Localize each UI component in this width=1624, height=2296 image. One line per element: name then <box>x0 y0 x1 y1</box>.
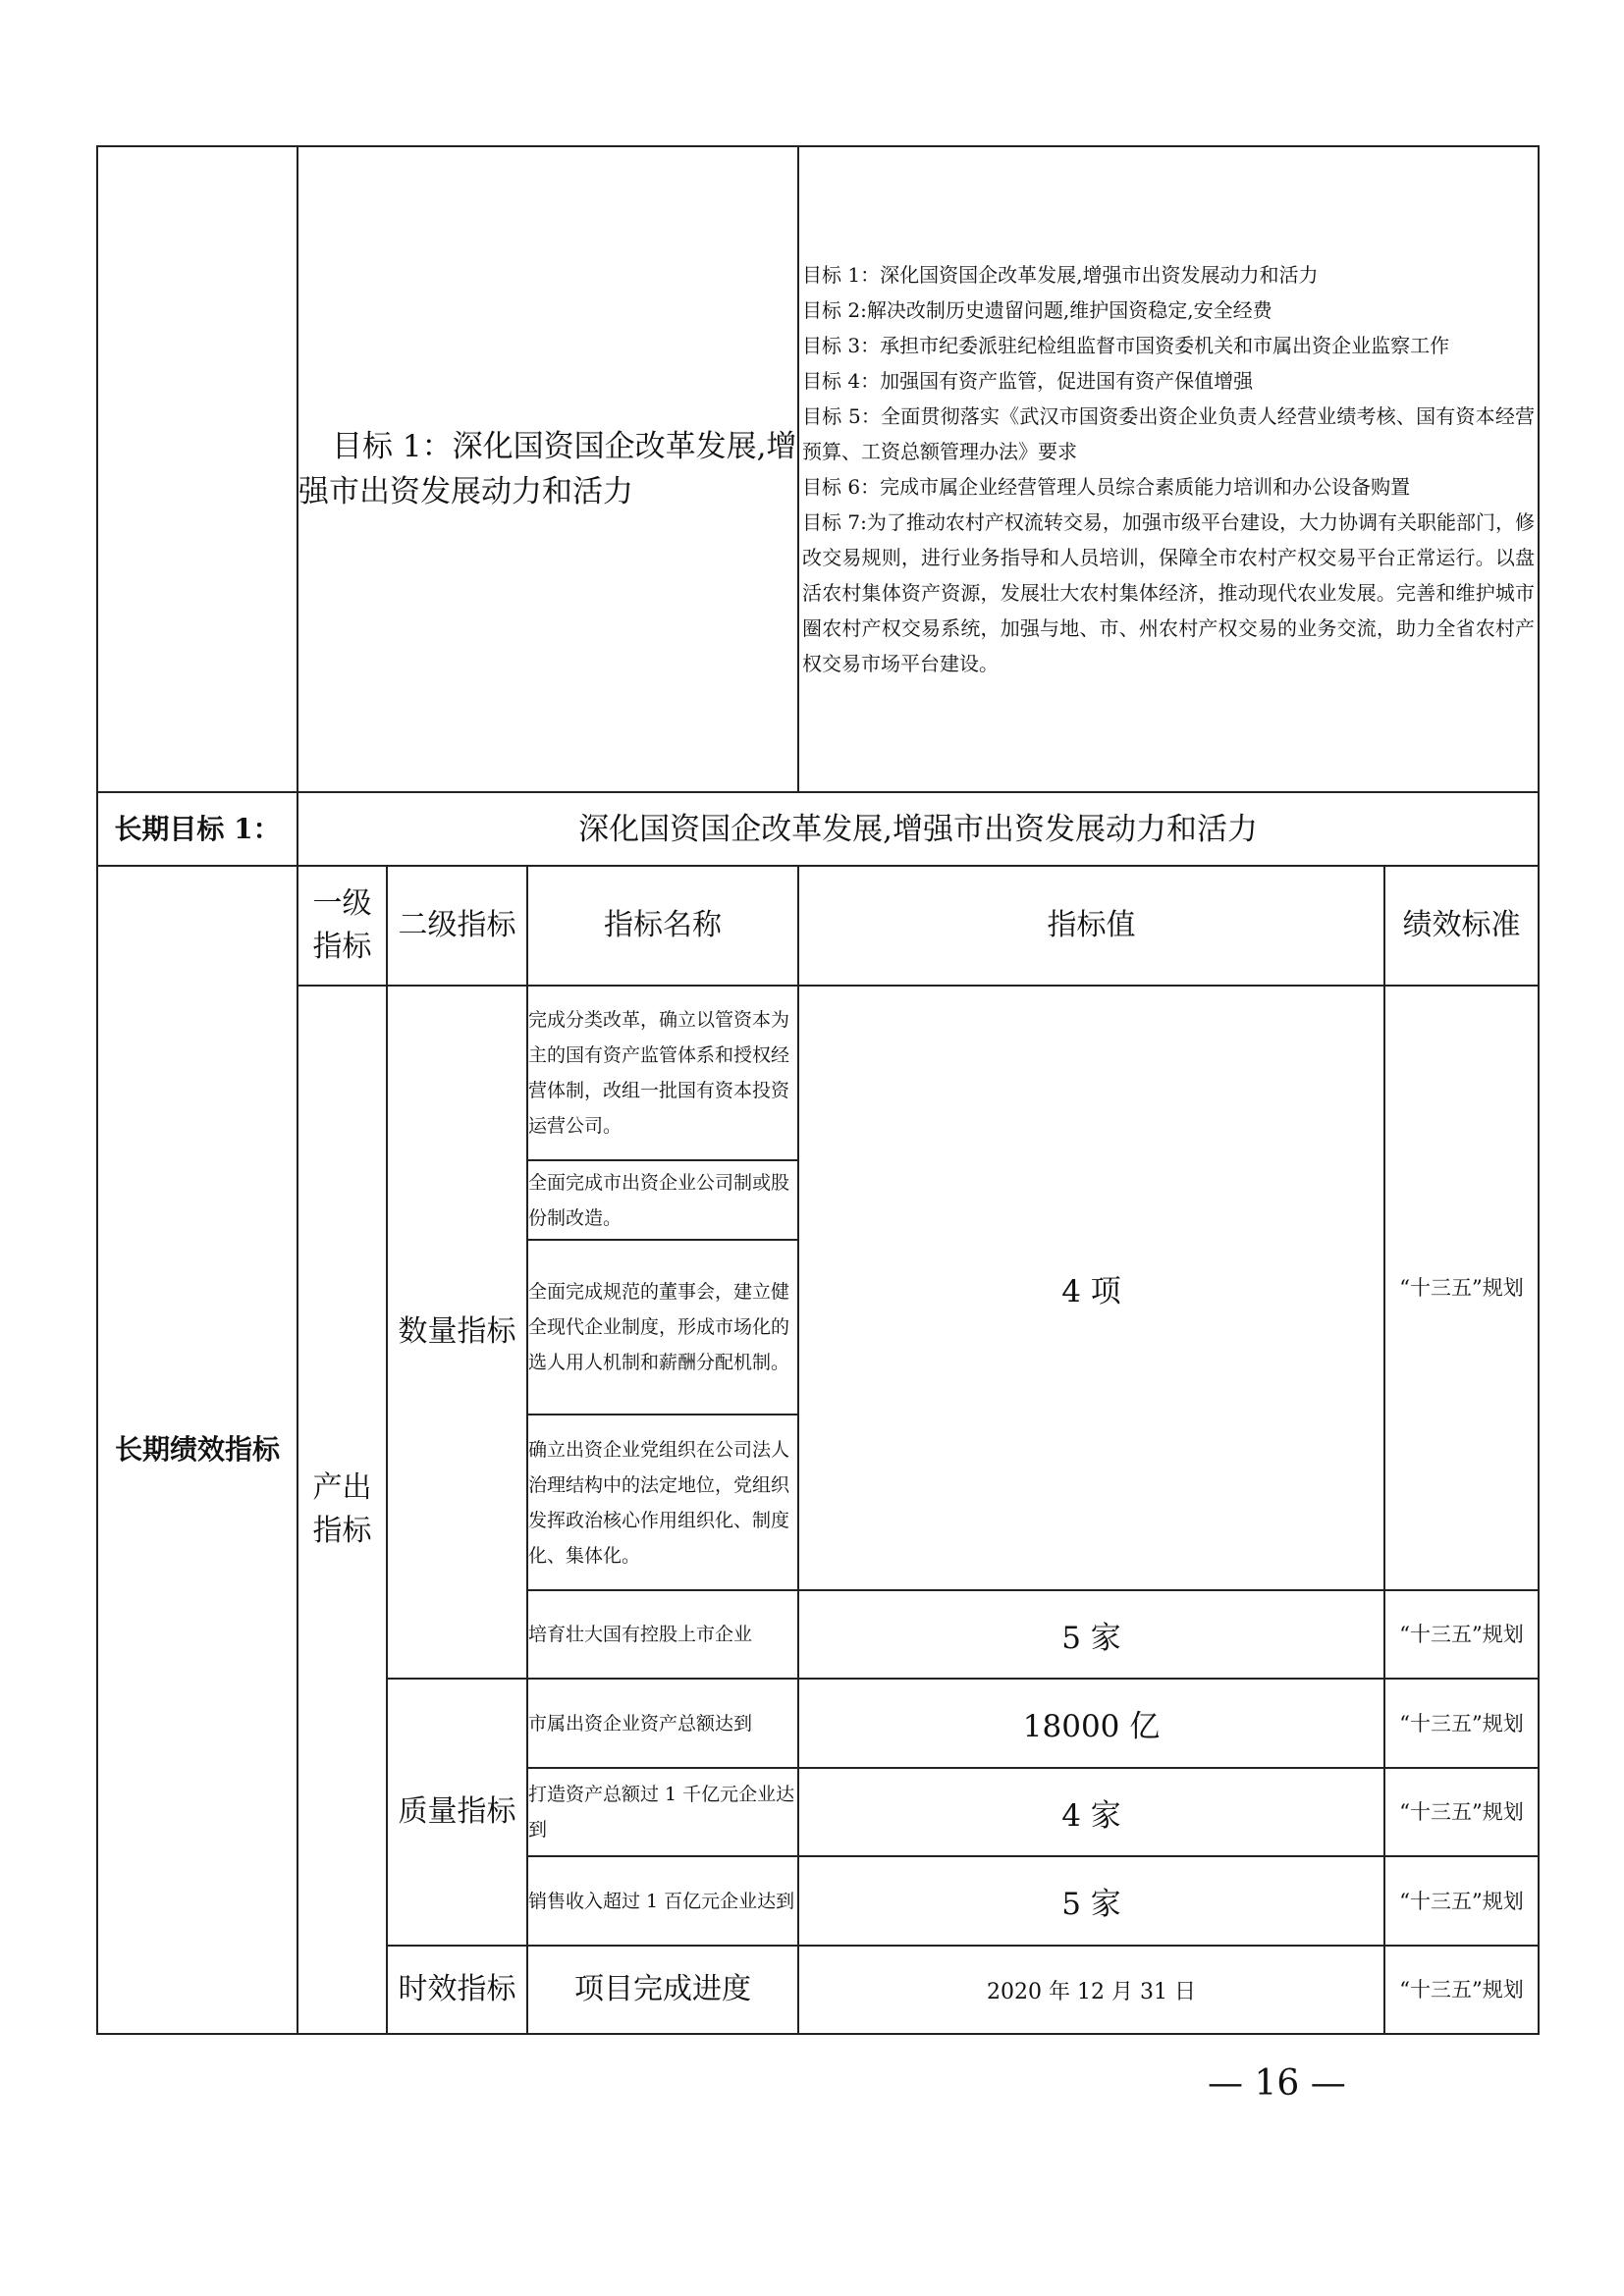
quality-item-1: 市属出资企业资产总额达到 <box>527 1679 798 1768</box>
quality-item-2: 打造资产总额过 1 千亿元企业达到 <box>527 1768 798 1856</box>
goal-item-6: 目标 6：完成市属企业经营管理人员综合素质能力培训和办公设备购置 <box>802 475 1411 499</box>
goal-item-7: 目标 7:为了推动农村产权流转交易，加强市级平台建设，大力协调有关职能部门，修改交易规则，进行业务指导和人员培训，保障全市农村产权交易平台正常运行。以盘活农村集体资产资源，发展壮大农村集体经济，推动现代农业发展。完善和维护城市圈农村产权交易系统，加强与地、市、州农村产权交易的业务交流，助力全省农村产权交易市场平台建设。 <box>802 510 1536 675</box>
header-level1: 一级指标 <box>298 866 387 986</box>
quantity-group-value: 4 项 <box>798 986 1384 1590</box>
long-term-goal-label: 长期目标 1： <box>97 792 298 866</box>
quantity-group-standard: “十三五”规划 <box>1384 986 1539 1590</box>
timeliness-name: 项目完成进度 <box>527 1946 798 2034</box>
header-level2: 二级指标 <box>387 866 527 986</box>
quality-item-3: 销售收入超过 1 百亿元企业达到 <box>527 1856 798 1946</box>
level1-output-label: 产出指标 <box>298 986 387 2034</box>
quantity-item-1: 完成分类改革，确立以管资本为主的国有资产监管体系和授权经营体制，改组一批国有资本投资运营公司。 <box>527 986 798 1160</box>
header-name: 指标名称 <box>527 866 798 986</box>
quality-item-3-standard: “十三五”规划 <box>1384 1856 1539 1946</box>
quality-item-2-standard: “十三五”规划 <box>1384 1768 1539 1856</box>
quality-label: 质量指标 <box>387 1679 527 1946</box>
goal-item-5: 目标 5：全面贯彻落实《武汉市国资委出资企业负责人经营业绩考核、国有资本经营预算、工资总额管理办法》要求 <box>802 404 1536 463</box>
long-term-indicator-label: 长期绩效指标 <box>97 866 298 2034</box>
blank-cell <box>97 146 298 792</box>
quantity-item-5-standard: “十三五”规划 <box>1384 1590 1539 1679</box>
quality-item-3-value: 5 家 <box>798 1856 1384 1946</box>
quantity-item-5: 培育壮大国有控股上市企业 <box>527 1590 798 1679</box>
quantity-item-4: 确立出资企业党组织在公司法人治理结构中的法定地位，党组织发挥政治核心作用组织化、制度化、集体化。 <box>527 1415 798 1590</box>
quantity-label: 数量指标 <box>387 986 527 1679</box>
quantity-item-5-value: 5 家 <box>798 1590 1384 1679</box>
timeliness-value: 2020 年 12 月 31 日 <box>798 1946 1384 2034</box>
quality-item-1-standard: “十三五”规划 <box>1384 1679 1539 1768</box>
goal-summary: 目标 1：深化国资国企改革发展,增强市出资发展动力和活力 <box>298 146 798 792</box>
quality-item-2-value: 4 家 <box>798 1768 1384 1856</box>
long-term-goal-value: 深化国资国企改革发展,增强市出资发展动力和活力 <box>298 792 1539 866</box>
goal-item-2: 目标 2:解决改制历史遗留问题,维护国资稳定,安全经费 <box>802 298 1272 322</box>
quantity-item-3: 全面完成规范的董事会，建立健全现代企业制度，形成市场化的选人用人机制和薪酬分配机制。 <box>527 1240 798 1415</box>
page-number: — 16 — <box>1208 2063 1346 2104</box>
goal-item-3: 目标 3：承担市纪委派驻纪检组监督市国资委机关和市属出资企业监察工作 <box>802 334 1450 357</box>
quality-item-1-value: 18000 亿 <box>798 1679 1384 1768</box>
performance-table <box>96 145 1540 2035</box>
goal-item-1: 目标 1：深化国资国企改革发展,增强市出资发展动力和活力 <box>802 263 1319 287</box>
quantity-item-2: 全面完成市出资企业公司制或股份制改造。 <box>527 1160 798 1240</box>
header-standard: 绩效标准 <box>1384 866 1539 986</box>
timeliness-label: 时效指标 <box>387 1946 527 2034</box>
goal-list <box>798 146 1539 792</box>
header-value: 指标值 <box>798 866 1384 986</box>
goal-item-4: 目标 4：加强国有资产监管，促进国有资产保值增强 <box>802 369 1254 393</box>
timeliness-standard: “十三五”规划 <box>1384 1946 1539 2034</box>
